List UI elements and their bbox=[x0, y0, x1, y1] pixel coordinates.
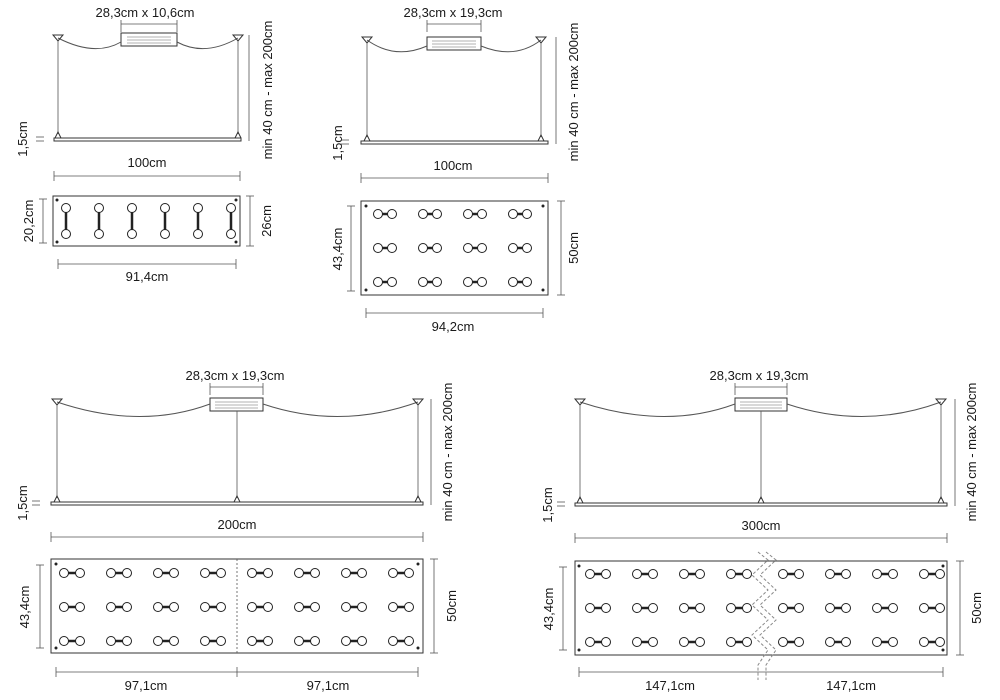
ceiling-canopy bbox=[210, 398, 263, 411]
mount-point bbox=[55, 563, 58, 566]
mount-point bbox=[578, 649, 581, 652]
lamp-panel-profile bbox=[575, 503, 947, 506]
length-label: 100cm bbox=[127, 155, 167, 170]
inner-width-label: 94,2cm bbox=[431, 319, 475, 334]
height-range-label: min 40 cm - max 200cm bbox=[566, 22, 581, 162]
ceiling-canopy bbox=[427, 37, 481, 50]
diagram-200cm bbox=[15, 368, 459, 693]
power-cable bbox=[367, 40, 427, 52]
outer-height-label: 50cm bbox=[566, 232, 581, 264]
mount-point bbox=[542, 205, 545, 208]
power-cable bbox=[57, 402, 210, 417]
lamp-panel-profile bbox=[54, 138, 241, 141]
segment-right-label: 147,1cm bbox=[826, 678, 876, 693]
mount-point bbox=[578, 565, 581, 568]
inner-height-label: 43,4cm bbox=[541, 587, 556, 631]
thickness-label: 1,5cm bbox=[15, 121, 30, 157]
mount-point bbox=[365, 289, 368, 292]
outer-height-label: 50cm bbox=[444, 590, 459, 622]
outer-height-label: 50cm bbox=[969, 592, 984, 624]
power-cable bbox=[177, 38, 238, 49]
height-range-label: min 40 cm - max 200cm bbox=[260, 20, 275, 160]
mount-point bbox=[365, 205, 368, 208]
thickness-label: 1,5cm bbox=[330, 125, 345, 161]
power-cable bbox=[58, 38, 121, 49]
length-label: 100cm bbox=[433, 158, 473, 173]
mount-point bbox=[235, 241, 238, 244]
mount-point bbox=[55, 647, 58, 650]
canopy-size-label: 28,3cm x 19,3cm bbox=[709, 368, 809, 383]
segment-left-label: 97,1cm bbox=[124, 678, 168, 693]
inner-height-label: 43,4cm bbox=[17, 585, 32, 629]
length-label: 300cm bbox=[741, 518, 781, 533]
thickness-label: 1,5cm bbox=[540, 487, 555, 523]
power-cable bbox=[481, 40, 541, 52]
outer-height-label: 26cm bbox=[259, 205, 274, 237]
mount-point bbox=[56, 241, 59, 244]
power-cable bbox=[787, 402, 941, 417]
mount-point bbox=[542, 289, 545, 292]
mount-point bbox=[417, 647, 420, 650]
power-cable bbox=[580, 402, 735, 417]
segment-right-label: 97,1cm bbox=[306, 678, 350, 693]
canopy-size-label: 28,3cm x 19,3cm bbox=[185, 368, 285, 383]
ceiling-canopy bbox=[121, 33, 177, 46]
inner-height-label: 43,4cm bbox=[330, 227, 345, 271]
power-cable bbox=[263, 402, 418, 417]
lamp-panel-profile bbox=[361, 141, 548, 144]
segment-left-label: 147,1cm bbox=[645, 678, 695, 693]
mount-point bbox=[942, 649, 945, 652]
ceiling-canopy bbox=[735, 398, 787, 411]
canopy-size-label: 28,3cm x 10,6cm bbox=[95, 5, 195, 20]
height-range-label: min 40 cm - max 200cm bbox=[964, 382, 979, 522]
inner-height-label: 20,2cm bbox=[21, 199, 36, 243]
thickness-label: 1,5cm bbox=[15, 485, 30, 521]
mount-point bbox=[235, 199, 238, 202]
diagram-300cm bbox=[540, 368, 984, 693]
diagram-100cm-small bbox=[15, 5, 275, 284]
inner-width-label: 91,4cm bbox=[125, 269, 169, 284]
length-label: 200cm bbox=[217, 517, 257, 532]
mount-point bbox=[417, 563, 420, 566]
height-range-label: min 40 cm - max 200cm bbox=[440, 382, 455, 522]
lamp-panel-plan bbox=[53, 196, 240, 246]
mount-point bbox=[942, 565, 945, 568]
diagram-100cm-large bbox=[330, 5, 581, 334]
canopy-size-label: 28,3cm x 19,3cm bbox=[403, 5, 503, 20]
mount-point bbox=[56, 199, 59, 202]
lamp-panel-profile bbox=[51, 502, 423, 505]
